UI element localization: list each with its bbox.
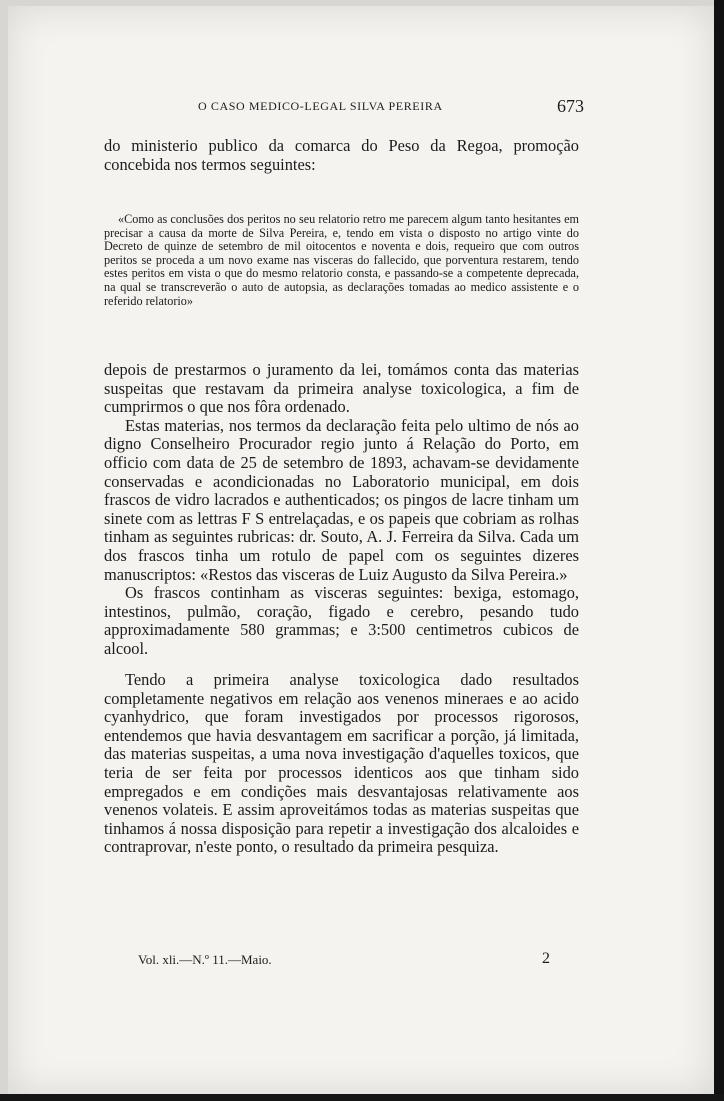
running-title: O CASO MEDICO-LEGAL SILVA PEREIRA — [198, 99, 443, 113]
section-one — [104, 361, 579, 659]
intro-text: do ministerio publico da comarca do Peso da Regoa, promoção concebida nos termos seguintes: — [104, 136, 579, 174]
paragraph: Tendo a primeira analyse toxicologica dado resultados completamente negativos em relação aos venenos mineraes e ao acido cyanhydrico, que foram investigados por processos rigorosos, entendemos que havia desvantagem em sacrificar a porção, já limitada, das materias suspeitas, a uma nova investigação d'aquelles toxicos, que teria de ser feita por processos identicos aos que tinham sido empregados e em condições mais desvantajosas relativamente aos venenos volateis. E assim aproveitámos todas as materias suspeitas que tinhamos á nossa disposição para repetir a investigação dos alcaloides e contraprovar, n'este ponto, o resultado da primeira pesquiza. — [104, 670, 579, 857]
intro-paragraph — [104, 137, 579, 174]
scan-edge-right — [714, 0, 724, 1101]
scan-edge-bottom — [0, 1094, 724, 1101]
page-header — [198, 96, 584, 120]
block-quote — [104, 213, 579, 308]
signature-mark: 2 — [542, 950, 550, 967]
section-two — [104, 671, 579, 857]
paragraph: depois de prestarmos o juramento da lei, tomámos conta das materias suspeitas que restavam da primeira analyse toxicologica, a fim de cumprirmos o que nos fôra ordenado. — [104, 360, 579, 417]
journal-reference: Vol. xli.—N.º 11.—Maio. — [138, 952, 272, 967]
book-page — [8, 6, 714, 1095]
page-footer — [138, 950, 550, 970]
quote-text: «Como as conclusões dos peritos no seu relatorio retro me parecem algum tanto hesitantes em precisar a causa da morte de Silva Pereira, e, tendo em vista o disposto no artigo vinte do Decreto de quinze de setembro de mil oitocentos e noventa e dois, requeiro que com outros peritos se proceda a um novo exame nas visceras do fallecido, que porventura restarem, tendo estes peritos em vista o que do mesmo relatorio consta, e passando-se a competente deprecada, na qual se transcreverão o auto de autopsia, as declarações tomadas ao medico assistente e o referido relatorio» — [104, 212, 579, 308]
paragraph: Os frascos continham as visceras seguintes: bexiga, estomago, intestinos, pulmão, coração, figado e cerebro, pesando tudo approximadamente 580 grammas; e 3:500 centimetros cubicos de alcool. — [104, 583, 579, 658]
paragraph: Estas materias, nos termos da declaração feita pelo ultimo de nós ao digno Conselheiro Procurador regio junto á Relação do Porto, em officio com data de 25 de setembro de 1893, achavam-se devidamente conservadas e acondicionadas no Laboratorio municipal, em dois frascos de vidro lacrados e authenticados; os pingos de lacre tinham um sinete com as lettras F S entrelaçadas, e os papeis que cobriam as rolhas tinham as seguintes rubricas: dr. Souto, A. J. Ferreira da Silva. Cada um dos frascos tinha um rotulo de papel com os seguintes dizeres manuscriptos: «Restos das visceras de Luiz Augusto da Silva Pereira.» — [104, 415, 579, 584]
page-number: 673 — [557, 96, 584, 116]
